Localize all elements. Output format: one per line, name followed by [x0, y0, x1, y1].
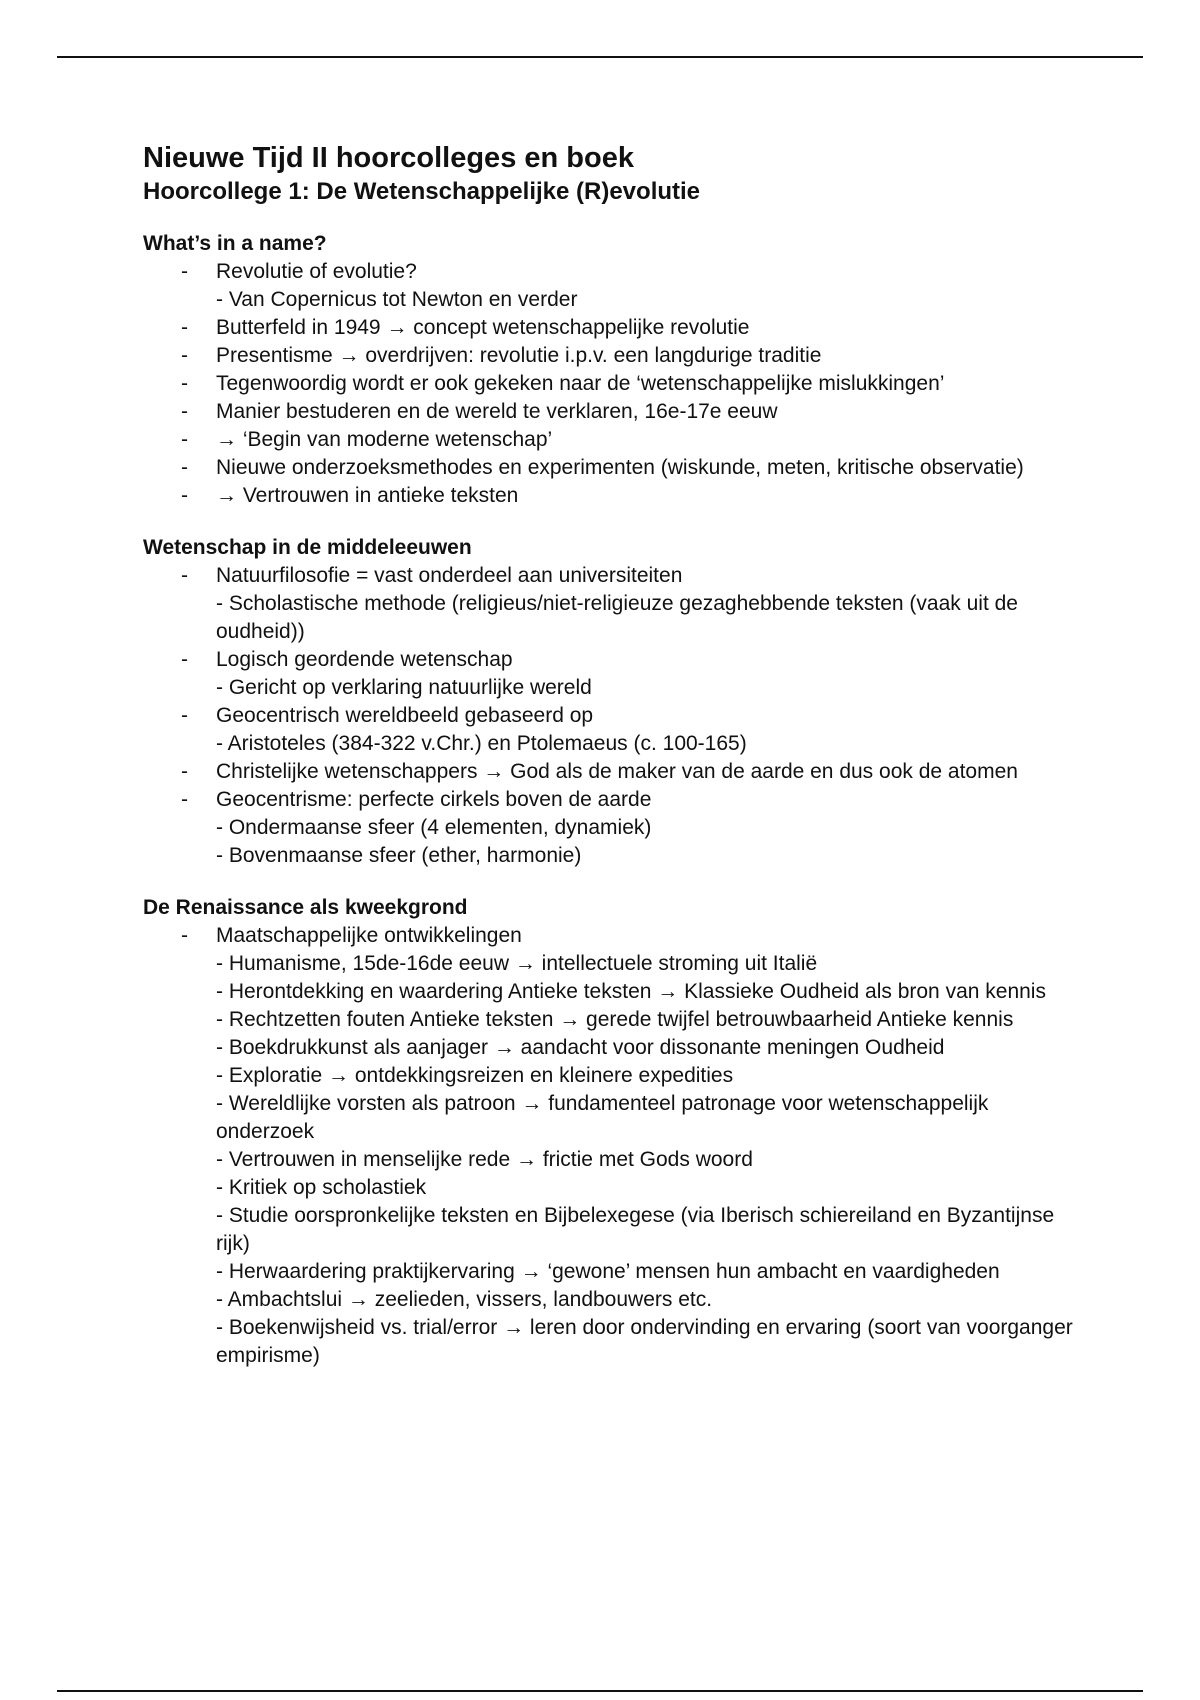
list-item-text: Logisch geordende wetenschap	[216, 648, 513, 671]
list-item-subline: - Herontdekking en waardering Antieke teksten → Klassieke Oudheid als bron van kennis	[216, 980, 1046, 1003]
list-item-text: Butterfeld in 1949 → concept wetenschappelijke revolutie	[216, 316, 750, 339]
list-item-text: Christelijke wetenschappers → God als de maker van de aarde en dus ook de atomen	[216, 760, 1018, 783]
list-item-text: Revolutie of evolutie?	[216, 260, 417, 283]
list-item-subline: - Boekenwijsheid vs. trial/error → leren door ondervinding en ervaring (soort van voorganger empirisme)	[216, 1316, 1073, 1367]
list-item	[143, 314, 1083, 342]
list-item	[143, 370, 1083, 398]
list-item-subline: - Aristoteles (384-322 v.Chr.) en Ptolemaeus (c. 100-165)	[216, 732, 747, 755]
list-item-subline: - Vertrouwen in menselijke rede → frictie met Gods woord	[216, 1148, 753, 1171]
list-item-subline: - Wereldlijke vorsten als patroon → fundamenteel patronage voor wetenschappelijk onderzoek	[216, 1092, 989, 1143]
list-item	[143, 922, 1083, 1370]
list-item-subline: - Gericht op verklaring natuurlijke wereld	[216, 676, 592, 699]
list-item	[143, 426, 1083, 454]
section-wetenschap-middeleeuwen	[143, 534, 1083, 870]
section-renaissance-kweekgrond	[143, 894, 1083, 1370]
list-item	[143, 454, 1083, 482]
document-title: Nieuwe Tijd II hoorcolleges en boek	[143, 142, 634, 174]
list-item-text: Presentisme → overdrijven: revolutie i.p.v. een langdurige traditie	[216, 344, 822, 367]
section-heading: Wetenschap in de middeleeuwen	[143, 536, 472, 559]
list-item	[143, 786, 1083, 870]
list-item-subline: - Studie oorspronkelijke teksten en Bijbelexegese (via Iberisch schiereiland en Byzantijnse rijk)	[216, 1204, 1055, 1255]
list-item-subline: - Van Copernicus tot Newton en verder	[216, 288, 578, 311]
list-item-text: Maatschappelijke ontwikkelingen	[216, 924, 522, 947]
list-item-text: Nieuwe onderzoeksmethodes en experimenten (wiskunde, meten, kritische observatie)	[216, 456, 1024, 479]
list-item	[143, 398, 1083, 426]
page-top-rule	[57, 56, 1143, 58]
list-item-subline: - Humanisme, 15de-16de eeuw → intellectuele stroming uit Italië	[216, 952, 818, 975]
list-item	[143, 646, 1083, 702]
page-bottom-rule	[57, 1690, 1143, 1692]
bullet-list	[143, 258, 1083, 510]
document-subtitle: Hoorcollege 1: De Wetenschappelijke (R)evolutie	[143, 178, 701, 205]
list-item	[143, 482, 1083, 510]
list-item-text: Geocentrisme: perfecte cirkels boven de aarde	[216, 788, 652, 811]
list-item-subline: - Bovenmaanse sfeer (ether, harmonie)	[216, 844, 582, 867]
section-whats-in-a-name	[143, 230, 1083, 510]
list-item-text: Manier bestuderen en de wereld te verklaren, 16e-17e eeuw	[216, 400, 778, 423]
list-item-subline: - Ondermaanse sfeer (4 elementen, dynamiek)	[216, 816, 652, 839]
list-item-subline: - Ambachtslui → zeelieden, vissers, landbouwers etc.	[216, 1288, 713, 1311]
bullet-list	[143, 562, 1083, 870]
list-item	[143, 258, 1083, 314]
document-body	[143, 140, 1083, 1394]
list-item-text: → Vertrouwen in antieke teksten	[216, 484, 519, 507]
list-item-subline: - Rechtzetten fouten Antieke teksten → gerede twijfel betrouwbaarheid Antieke kennis	[216, 1008, 1014, 1031]
list-item-text: → ‘Begin van moderne wetenschap’	[216, 428, 553, 451]
list-item-text: Natuurfilosofie = vast onderdeel aan universiteiten	[216, 564, 683, 587]
list-item-subline: - Kritiek op scholastiek	[216, 1176, 427, 1199]
list-item	[143, 562, 1083, 646]
list-item	[143, 702, 1083, 758]
bullet-list	[143, 922, 1083, 1370]
list-item-text: Tegenwoordig wordt er ook gekeken naar de ‘wetenschappelijke mislukkingen’	[216, 372, 945, 395]
section-heading: De Renaissance als kweekgrond	[143, 896, 468, 919]
section-heading: What’s in a name?	[143, 232, 327, 255]
list-item-subline: - Exploratie → ontdekkingsreizen en kleinere expedities	[216, 1064, 734, 1087]
list-item-text: Geocentrisch wereldbeeld gebaseerd op	[216, 704, 594, 727]
list-item-subline: - Scholastische methode (religieus/niet-religieuze gezaghebbende teksten (vaak uit de oudheid))	[216, 592, 1018, 643]
list-item-subline: - Boekdrukkunst als aanjager → aandacht voor dissonante meningen Oudheid	[216, 1036, 945, 1059]
list-item-subline: - Herwaardering praktijkervaring → ‘gewone’ mensen hun ambacht en vaardigheden	[216, 1260, 1000, 1283]
list-item	[143, 758, 1083, 786]
list-item	[143, 342, 1083, 370]
